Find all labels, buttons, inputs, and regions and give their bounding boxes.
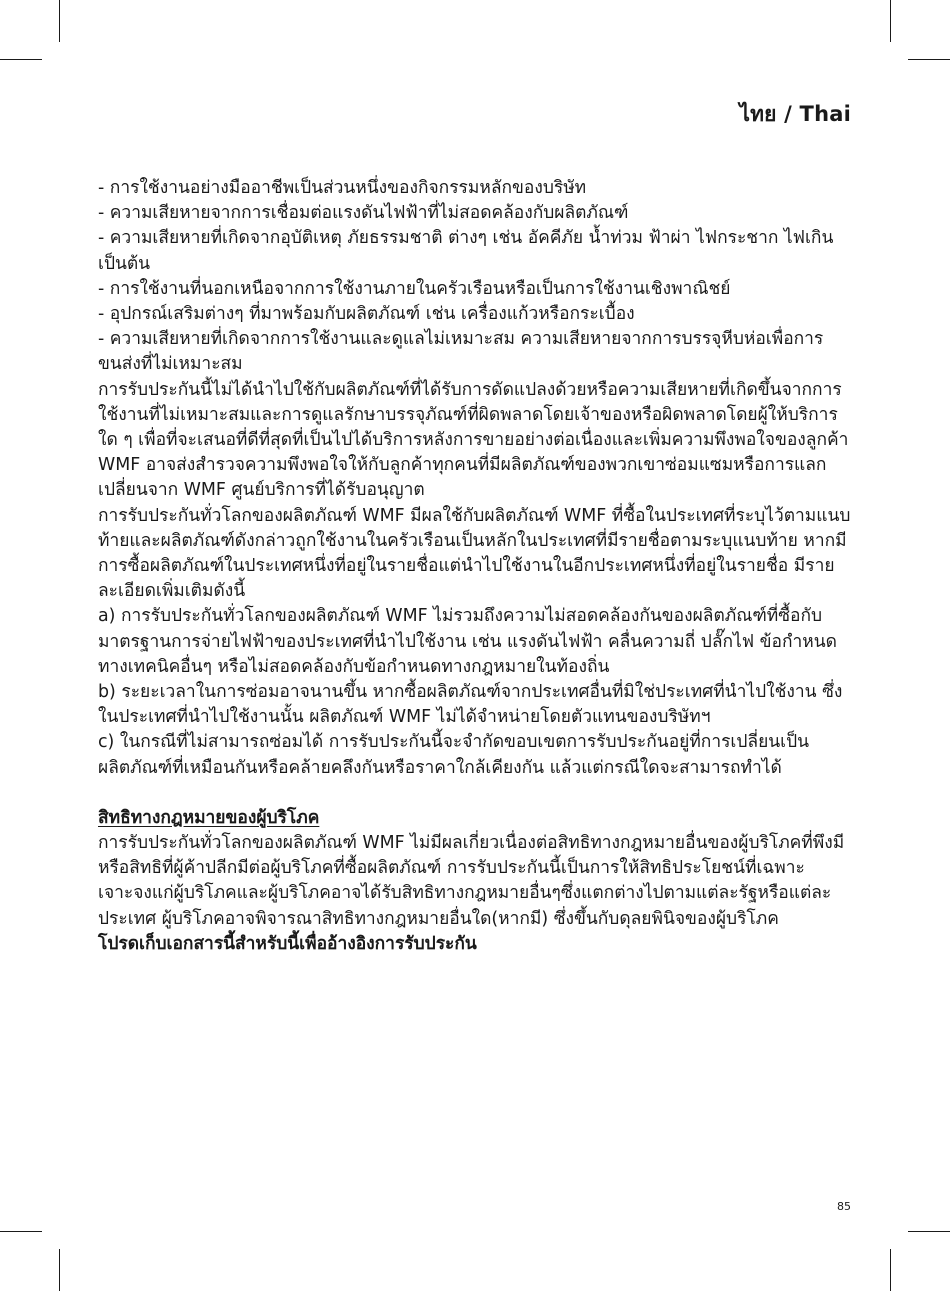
- crop-mark-bottom-left-vertical: [59, 1249, 60, 1291]
- page-number: 85: [837, 1200, 851, 1213]
- paragraph-item-b: b) ระยะเวลาในการซ่อมอาจนานขึ้น หากซื้อผลิตภัณฑ์จากประเทศอื่นที่มิใช่ประเทศที่นำไปใช้งาน ซึ่งในประเทศที่นำไปใช้งานนั้น ผลิตภัณฑ์ WMF ไม่ได้จำหน่ายโดยตัวแทนของบริษัทฯ: [98, 682, 843, 728]
- paragraph-improper-care: - ความเสียหายที่เกิดจากการใช้งานและดูแลไม่เหมาะสม ความเสียหายจากการบรรจุหีบห่อเพื่อการขนส่งที่ไม่เหมาะสม: [98, 329, 824, 375]
- crop-mark-top-right-horizontal: [908, 59, 950, 60]
- paragraph-item-a: a) การรับประกันทั่วโลกของผลิตภัณฑ์ WMF ไม่รวมถึงความไม่สอดคล้องกันของผลิตภัณฑ์ที่ซื้อกับมาตรฐานการจ่ายไฟฟ้าของประเทศที่นำไปใช้งาน เช่น แรงดันไฟฟ้า คลื่นความถี่ ปลั๊กไฟ ข้อกำหนดทางเทคนิคอื่นๆ หรือไม่สอดคล้องกับข้อกำหนดทางกฎหมายในท้องถิ่น: [98, 606, 837, 677]
- keep-document-note: โปรดเก็บเอกสารนี้สำหรับนี้เพื่ออ้างอิงการรับประกัน: [98, 933, 477, 954]
- crop-mark-top-right-vertical: [890, 0, 891, 42]
- paragraph-accessories: - อุปกรณ์เสริมต่างๆ ที่มาพร้อมกับผลิตภัณฑ์ เช่น เครื่องแก้วหรือกระเบื้อง: [98, 304, 635, 325]
- language-header: ไทย / Thai: [739, 102, 851, 126]
- section-spacer: [98, 781, 854, 806]
- consumer-rights-title: สิทธิทางกฎหมายของผู้บริโภค: [98, 807, 320, 828]
- paragraph-professional-use: - การใช้งานอย่างมืออาชีพเป็นส่วนหนึ่งของกิจกรรมหลักของบริษัท: [98, 178, 587, 198]
- paragraph-accident-damage: - ความเสียหายที่เกิดจากอุบัติเหตุ ภัยธรรมชาติ ต่างๆ เช่น อัคคีภัย น้ำท่วม ฟ้าผ่า ไฟกระชาก ไฟเกินเป็นต้น: [98, 228, 834, 274]
- paragraph-worldwide-warranty: การรับประกันทั่วโลกของผลิตภัณฑ์ WMF มีผลใช้กับผลิตภัณฑ์ WMF ที่ซื้อในประเทศที่ระบุไว้ตามแนบท้ายและผลิตภัณฑ์ดังกล่าวถูกใช้งานในครัวเรือนเป็นหลักในประเทศที่มีรายชื่อตามระบุแนบท้าย หากมีการซื้อผลิตภัณฑ์ในประเทศหนึ่งที่อยู่ในรายชื่อแต่นำไปใช้งานในอีกประเทศหนึ่งที่อยู่ในรายชื่อ มีรายละเอียดเพิ่มเติมดังนี้: [98, 505, 851, 602]
- consumer-rights-text: การรับประกันทั่วโลกของผลิตภัณฑ์ WMF ไม่มีผลเกี่ยวเนื่องต่อสิทธิทางกฎหมายอื่นของผู้บริโภคที่พึงมีหรือสิทธิที่ผู้ค้าปลีกมีต่อผู้บริโภคที่ซื้อผลิตภัณฑ์ การรับประกันนี้เป็นการให้สิทธิประโยชน์ที่เฉพาะเจาะจงแก่ผู้บริโภคและผู้บริโภคอาจได้รับสิทธิทางกฎหมายอื่นๆซึ่งแตกต่างไปตามแต่ละรัฐหรือแต่ละประเทศ ผู้บริโภคอาจพิจารณาสิทธิทางกฎหมายอื่นใด(หากมี) ซึ่งขึ้นกับดุลยพินิจของผู้บริโภค: [98, 833, 845, 929]
- paragraph-commercial-use: - การใช้งานที่นอกเหนือจากการใช้งานภายในครัวเรือนหรือเป็นการใช้งานเชิงพาณิชย์: [98, 278, 731, 299]
- crop-mark-top-left-vertical: [59, 0, 60, 42]
- crop-mark-bottom-right-horizontal: [908, 1231, 950, 1232]
- paragraph-voltage-damage: - ความเสียหายจากการเชื่อมต่อแรงดันไฟฟ้าที่ไม่สอดคล้องกับผลิตภัณฑ์: [98, 203, 629, 224]
- crop-mark-bottom-left-horizontal: [0, 1231, 42, 1232]
- crop-mark-top-left-horizontal: [0, 59, 42, 60]
- document-body: [98, 176, 854, 957]
- paragraph-item-c: c) ในกรณีที่ไม่สามารถซ่อมได้ การรับประกันนี้จะจำกัดขอบเขตการรับประกันอยู่ที่การเปลี่ยนเป็นผลิตภัณฑ์ที่เหมือนกันหรือคล้ายคลึงกันหรือราคาใกล้เคียงกัน แล้วแต่กรณีใดจะสามารถทำได้: [98, 732, 810, 778]
- crop-mark-bottom-right-vertical: [890, 1249, 891, 1291]
- paragraph-modification-exclusion: การรับประกันนี้ไม่ได้นำไปใช้กับผลิตภัณฑ์ที่ได้รับการดัดแปลงด้วยหรือความเสียหายที่เกิดขึ้นจากการใช้งานที่ไม่เหมาะสมและการดูแลรักษาบรรจุภัณฑ์ที่ผิดพลาดโดยเจ้าของหรือผิดพลาดโดยผู้ให้บริการใด ๆ เพื่อที่จะเสนอที่ดีที่สุดที่เป็นไปได้บริการหลังการขายอย่างต่อเนื่องและเพิ่มความพึงพอใจของลูกค้า WMF อาจส่งสำรวจความพึงพอใจให้กับลูกค้าทุกคนที่มีผลิตภัณฑ์ของพวกเขาซ่อมแซมหรือการแลกเปลี่ยนจาก WMF ศูนย์บริการที่ได้รับอนุญาต: [98, 379, 849, 501]
